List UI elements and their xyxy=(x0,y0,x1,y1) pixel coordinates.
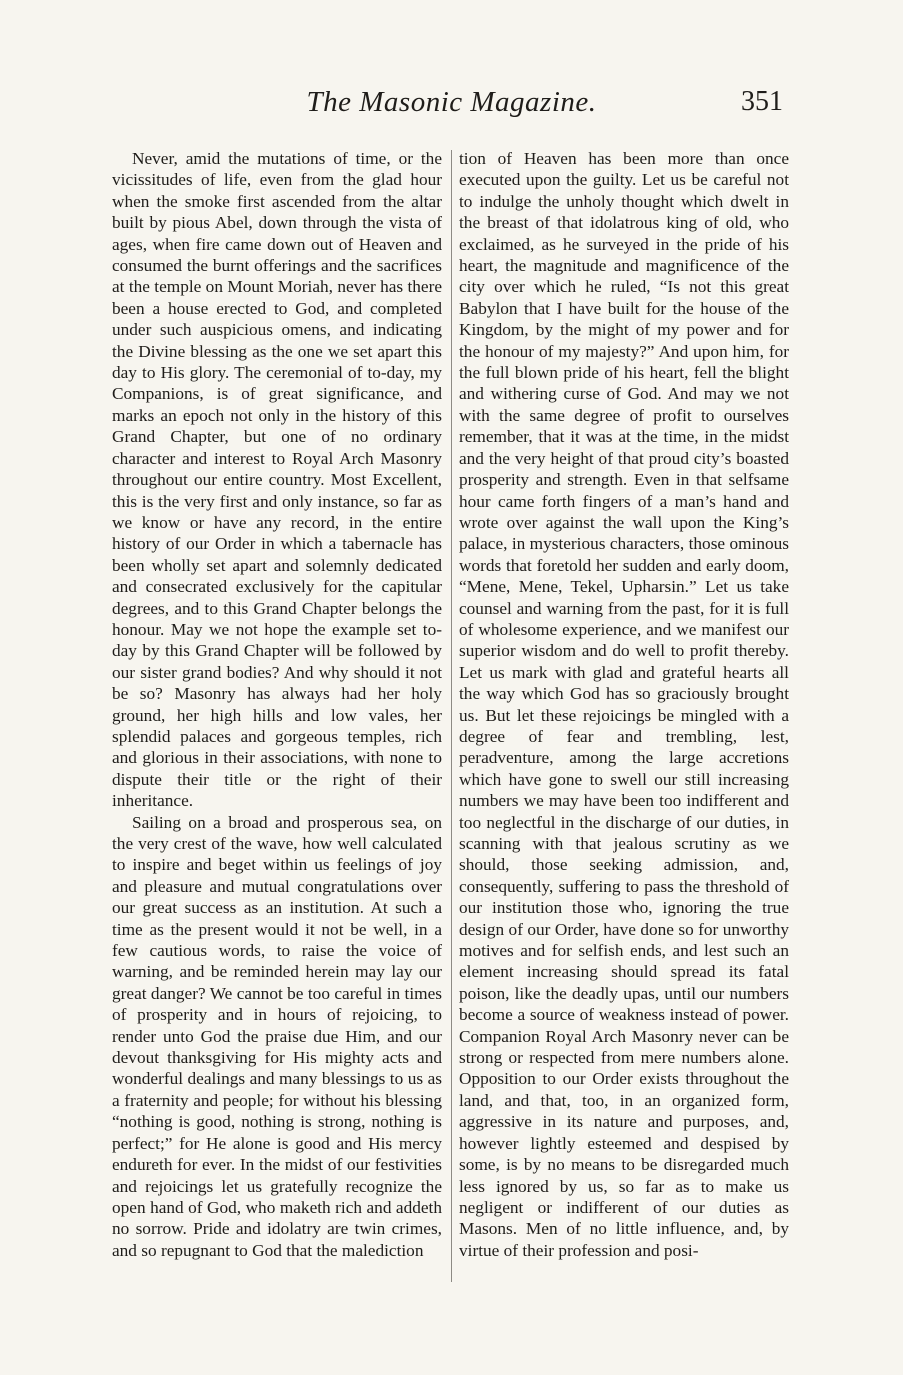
right-column xyxy=(459,148,789,1261)
column-divider xyxy=(451,150,452,1282)
paragraph: tion of Heaven has been more than once executed upon the guilty. Let us be careful not to indulge the unholy thought which dwelt in the breast of that idolatrous king of old, who exclaimed, as he surveyed in the pride of his heart, the magnitude and magnificence of the city over which he ruled, “Is not this great Babylon that I have built for the house of the Kingdom, by the might of my power and for the honour of my majesty?” And upon him, for the full blown pride of his heart, fell the blight and withering curse of God. And may we not with the same degree of profit to ourselves remember, that it was at the time, in the midst and the very height of that proud city’s boasted prosperity and strength. Even in that selfsame hour came forth fingers of a man’s hand and wrote over against the wall upon the King’s palace, in mysterious characters, those ominous words that foretold her sudden and early doom, “Mene, Mene, Tekel, Upharsin.” Let us take counsel and warning from the past, for it is full of wholesome experience, and we manifest our superior wisdom and do well to profit thereby. Let us mark with glad and grateful hearts all the way which God has so graciously brought us. But let these rejoicings be mingled with a degree of fear and trembling, lest, peradventure, among the large accretions which have gone to swell our still increasing numbers we may have been too indifferent and too neglectful in the discharge of our duties, in scanning with that jealous scrutiny as we should, those seeking admission, and, consequently, suffering to pass the threshold of our institution those who, ignoring the true design of our Order, have done so for unworthy motives and for selfish ends, and lest such an element increasing should spread its fatal poison, like the deadly upas, until our numbers become a source of weakness instead of power. Companion Royal Arch Masonry never can be strong or respected from mere numbers alone. Opposition to our Order exists throughout the land, and that, too, in an organized form, aggressive in its nature and purposes, and, however lightly esteemed and despised by some, is by no means to be disregarded much less ignored by us, so far as to make us negligent or indifferent of our duties as Masons. Men of no little influence, and, by virtue of their profession and posi- xyxy=(459,149,789,1260)
paragraph: Never, amid the mutations of time, or the vicissitudes of life, even from the glad hour when the smoke first ascended from the altar built by pious Abel, down through the vista of ages, when fire came down out of Heaven and consumed the burnt offerings and the sacrifices at the temple on Mount Moriah, never has there been a house erected to God, and completed under such auspicious omens, and indicating the Divine blessing as the one we set apart this day to His glory. The ceremonial of to-day, my Companions, is of great significance, and marks an epoch not only in the history of this Grand Chapter, but one of no ordinary character and interest to Royal Arch Masonry throughout our entire country. Most Excellent, this is the very first and only instance, so far as we know or have any record, in the entire history of our Order in which a tabernacle has been wholly set apart and solemnly dedicated and consecrated exclusively for the capitular degrees, and to this Grand Chapter belongs the honour. May we not hope the example set to-day by this Grand Chapter will be followed by our sister grand bodies? And why should it not be so? Masonry has always had her holy ground, her high hills and low vales, her splendid palaces and gorgeous temples, rich and glorious in their associations, with none to dispute their title or the right of their inheritance. xyxy=(112,149,442,811)
paragraph: Sailing on a broad and prosperous sea, on the very crest of the wave, how well calculated to inspire and beget within us feelings of joy and pleasure and mutual congratulations over our great success as an institution. At such a time as the present would it not be well, in a few cautious words, to raise the voice of warning, and be reminded herein may lay our great danger? We cannot be too careful in times of prosperity and in hours of rejoicing, to render unto God the praise due Him, and our devout thanksgiving for His mighty acts and wonderful dealings and many blessings to us as a fraternity and people; for without his blessing “nothing is good, nothing is strong, nothing is perfect;” for He alone is good and His mercy endureth for ever. In the midst of our festivities and rejoicings let us gratefully recognize the open hand of God, who maketh rich and addeth no sorrow. Pride and idolatry are twin crimes, and so repugnant to God that the malediction xyxy=(112,812,442,1260)
left-column xyxy=(112,148,442,1261)
page-number: 351 xyxy=(741,86,783,117)
running-title: The Masonic Magazine. xyxy=(306,86,597,118)
